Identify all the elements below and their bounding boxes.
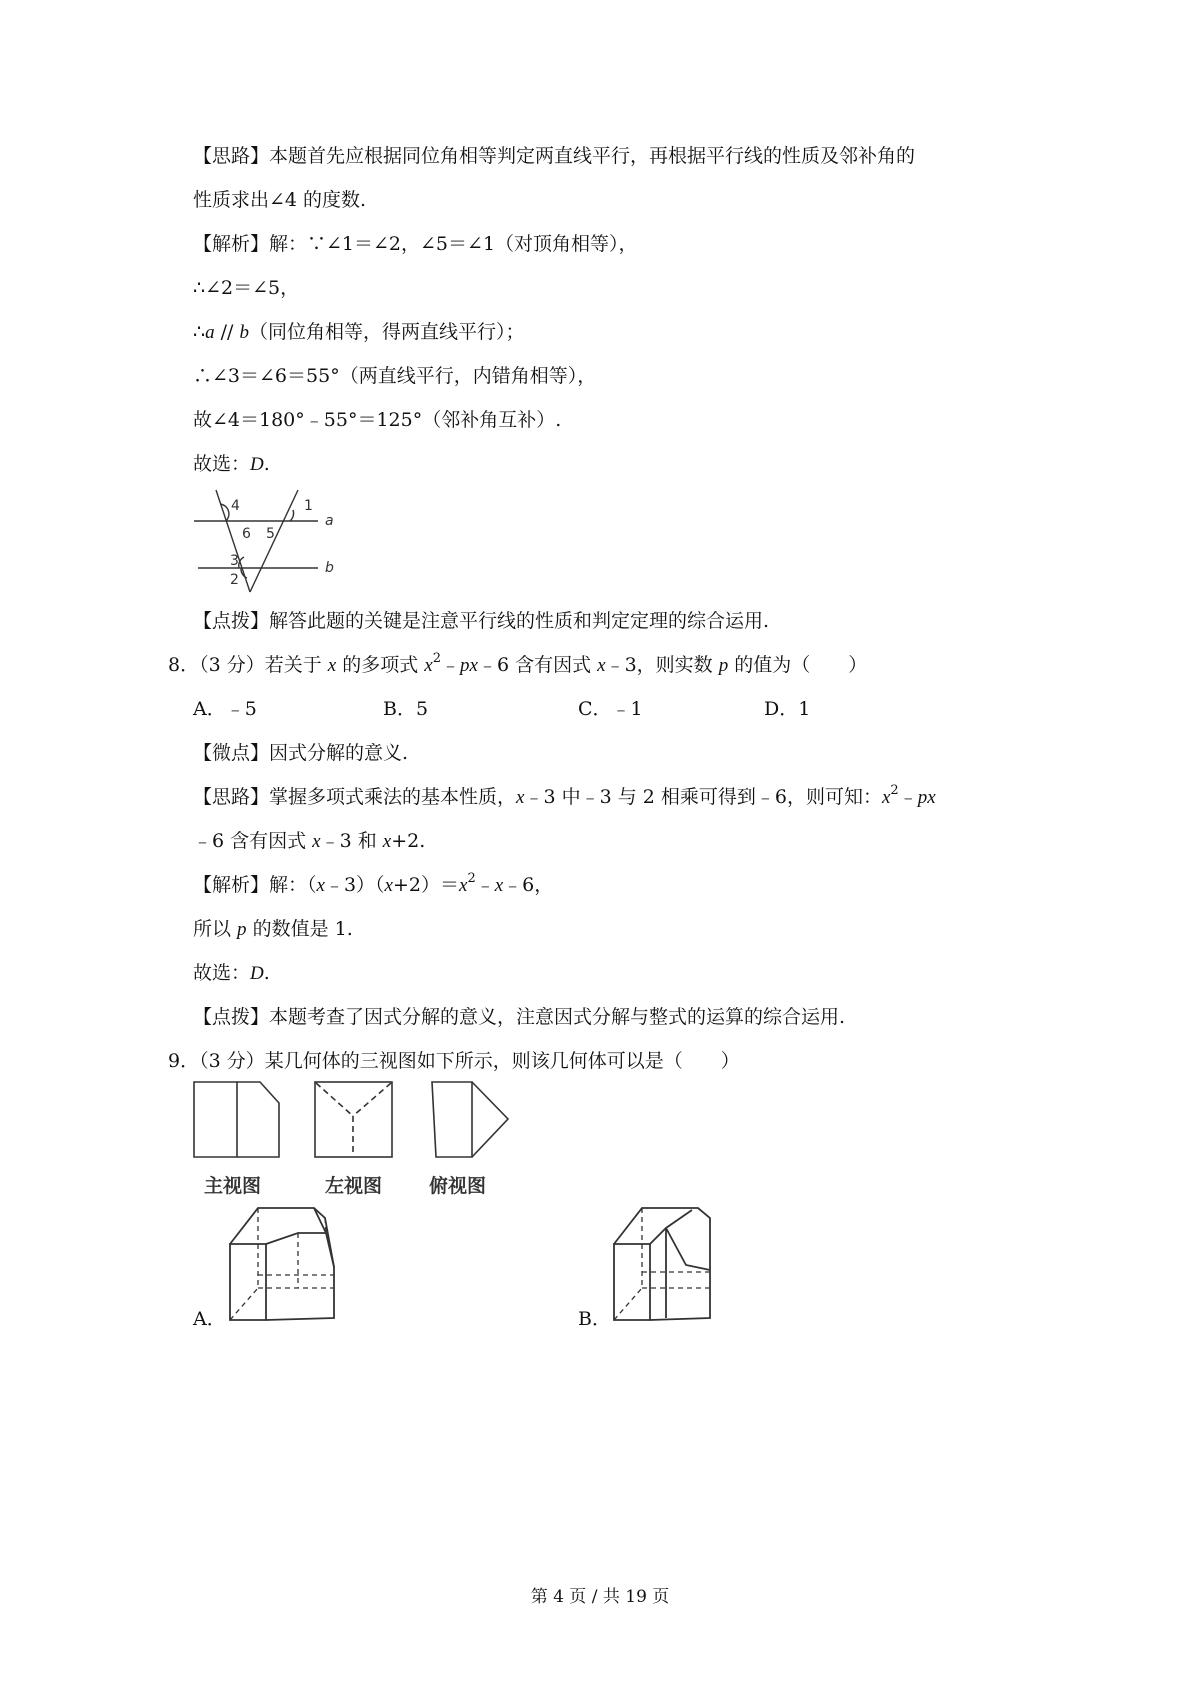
caption-front-view: 主视图 bbox=[204, 1175, 262, 1197]
label-angle-3: 3 bbox=[230, 553, 239, 569]
front-view-right-part bbox=[237, 1082, 279, 1157]
q8-jiexi: 【解析】解：$(x﹣3)(x+2)=x^2﹣x﹣6$， bbox=[193, 871, 554, 896]
q8-options bbox=[0, 696, 1200, 722]
label-angle-4: 4 bbox=[231, 498, 240, 514]
q9-option-a-label: A． bbox=[193, 1308, 226, 1330]
q8-dianbo: 【点拨】本题考查了因式分解的意义，注意因式分解与整式的运算的综合运用. bbox=[193, 1006, 846, 1028]
q7-dianbo: 【点拨】解答此题的关键是注意平行线的性质和判定定理的综合运用. bbox=[193, 610, 770, 632]
option-a-solid-figure bbox=[222, 1200, 342, 1325]
q8-option-a: A．﹣5 bbox=[193, 698, 257, 720]
label-angle-5: 5 bbox=[266, 526, 275, 542]
label-angle-6: 6 bbox=[242, 526, 251, 542]
q8-weidian: 【微点】因式分解的意义. bbox=[193, 742, 409, 764]
q7-answer: 故选：D. bbox=[193, 453, 270, 475]
parallel-lines-figure bbox=[190, 488, 340, 594]
label-line-a: a bbox=[325, 513, 334, 529]
q8-option-d: D．1 bbox=[764, 698, 811, 720]
label-angle-2: 2 bbox=[230, 572, 239, 588]
q7-step-1: ∴∠2＝∠5， bbox=[193, 277, 300, 299]
q8-answer: 故选：D. bbox=[193, 962, 270, 984]
q9-stem: 9．（3 分）某几何体的三视图如下所示，则该几何体可以是（ ） bbox=[168, 1050, 740, 1072]
q8-option-c: C．﹣1 bbox=[578, 698, 643, 720]
page-footer: 第 4 页 / 共 19 页 bbox=[530, 1587, 670, 1607]
q7-step-3: ∴∠3＝∠6＝55°（两直线平行，内错角相等）， bbox=[193, 365, 597, 387]
q7-jiexi: 【解析】解：∵∠1＝∠2，∠5＝∠1（对顶角相等）， bbox=[193, 233, 638, 255]
q8-result: 所以 p 的数值是 1. bbox=[193, 918, 353, 940]
q9-option-b-label: B． bbox=[578, 1308, 611, 1330]
q7-silu-line2: 性质求出∠4 的度数. bbox=[193, 189, 367, 211]
q8-silu-line1: 【思路】掌握多项式乘法的基本性质，x﹣3 中﹣3 与 2 相乘可得到﹣6，则可知：$x^2﹣px$ bbox=[193, 783, 936, 808]
q8-option-b: B．5 bbox=[383, 698, 429, 720]
q8-stem: 8．（3 分）若关于 x 的多项式 $x^2﹣px﹣6$ 含有因式 x﹣3，则实数 p 的值为（ ） bbox=[168, 651, 868, 676]
caption-top-view: 俯视图 bbox=[429, 1175, 487, 1197]
caption-left-view: 左视图 bbox=[325, 1175, 383, 1197]
q7-step-2: ∴a // b（同位角相等，得两直线平行）； bbox=[193, 321, 525, 343]
label-line-b: b bbox=[325, 560, 334, 576]
top-view-triangle bbox=[472, 1082, 508, 1157]
option-b-solid-figure bbox=[606, 1200, 726, 1325]
front-view-left-rect bbox=[194, 1082, 237, 1157]
three-views-figure bbox=[190, 1078, 530, 1162]
top-view-rect bbox=[432, 1082, 472, 1157]
left-view-hidden-lines bbox=[316, 1083, 391, 1156]
q7-silu-line1: 【思路】本题首先应根据同位角相等判定两直线平行，再根据平行线的性质及邻补角的 bbox=[193, 145, 916, 167]
q7-step-4: 故∠4＝180°﹣55°＝125°（邻补角互补）. bbox=[193, 409, 562, 431]
q8-silu-line2: ﹣6 含有因式 x﹣3 和 x+2. bbox=[193, 830, 426, 852]
label-angle-1: 1 bbox=[304, 498, 313, 514]
